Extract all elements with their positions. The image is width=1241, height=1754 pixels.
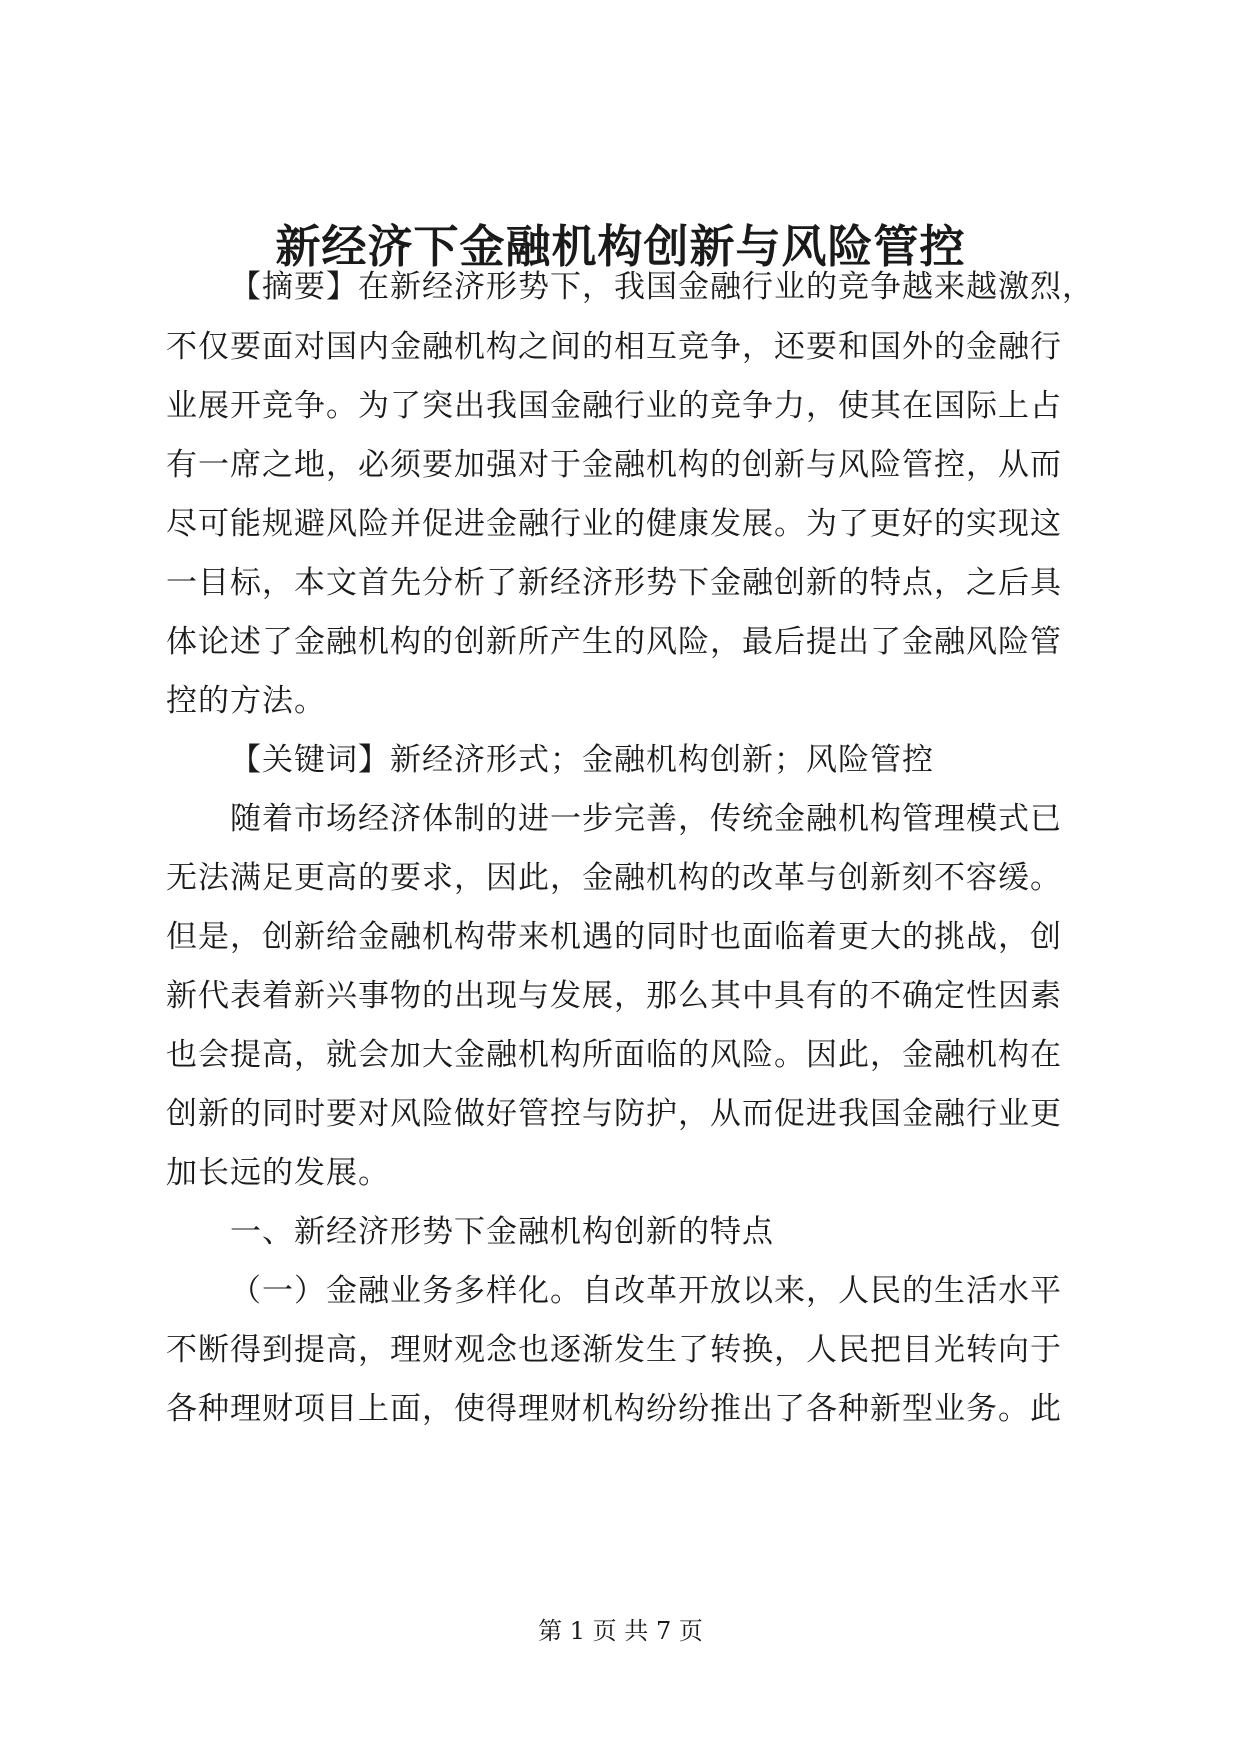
body-line: 不断得到提高，理财观念也逐渐发生了转换，人民把目光转向于 [166, 1332, 1062, 1368]
body-line: 业展开竞争。为了突出我国金融行业的竞争力，使其在国际上占 [166, 388, 1062, 424]
body-line: （一）金融业务多样化。自改革开放以来，人民的生活水平 [230, 1273, 1062, 1309]
body-line: 创新的同时要对风险做好管控与防护，从而促进我国金融行业更 [166, 1096, 1062, 1132]
body-line: 各种理财项目上面，使得理财机构纷纷推出了各种新型业务。此 [166, 1391, 1062, 1427]
body-line: 但是，创新给金融机构带来机遇的同时也面临着更大的挑战，创 [166, 919, 1062, 955]
body-line: 新代表着新兴事物的出现与发展，那么其中具有的不确定性因素 [166, 978, 1062, 1014]
page-footer: 第 1 页 共 7 页 [538, 1617, 703, 1645]
body-line: 随着市场经济体制的进一步完善，传统金融机构管理模式已 [230, 801, 1062, 837]
document-title: 新经济下金融机构创新与风险管控 [275, 220, 966, 273]
keywords-line: 【关键词】新经济形式；金融机构创新；风险管控 [230, 742, 934, 778]
body-line: 【摘要】在新经济形势下，我国金融行业的竞争越来越激烈， [230, 269, 1094, 305]
body-line: 也会提高，就会加大金融机构所面临的风险。因此，金融机构在 [166, 1037, 1062, 1073]
body-line: 有一席之地，必须要加强对于金融机构的创新与风险管控，从而 [166, 447, 1062, 483]
body-line: 不仅要面对国内金融机构之间的相互竞争，还要和国外的金融行 [166, 329, 1062, 365]
section-heading: 一、新经济形势下金融机构创新的特点 [230, 1214, 774, 1250]
body-line: 体论述了金融机构的创新所产生的风险，最后提出了金融风险管 [166, 624, 1062, 660]
body-line: 尽可能规避风险并促进金融行业的健康发展。为了更好的实现这 [166, 506, 1062, 542]
body-line: 控的方法。 [166, 683, 326, 719]
body-line: 无法满足更高的要求，因此，金融机构的改革与创新刻不容缓。 [166, 860, 1062, 896]
body-line: 加长远的发展。 [166, 1155, 390, 1191]
body-line: 一目标，本文首先分析了新经济形势下金融创新的特点，之后具 [166, 565, 1062, 601]
